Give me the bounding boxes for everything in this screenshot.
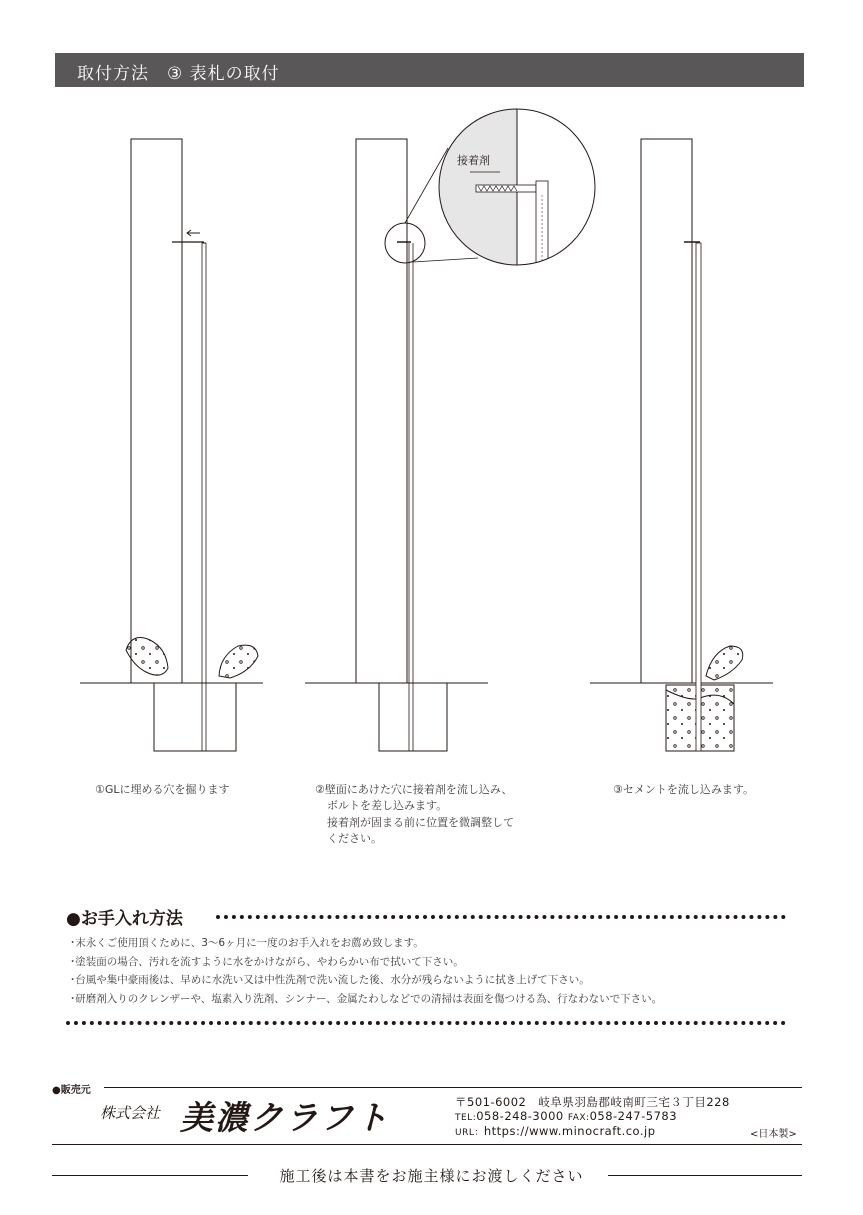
url-line: [455, 1124, 656, 1138]
seller-label: ●販売元: [52, 1085, 91, 1096]
address: 〒501-6002 岐阜県羽島郡岐南町三宅３丁目228: [455, 1095, 730, 1109]
step1-figure: [80, 139, 263, 751]
tel-number: 058-248-3000: [476, 1109, 564, 1123]
step2-caption-line3: 接着剤が固まる前に位置を微調整して: [327, 816, 514, 829]
url-label: URL：: [455, 1128, 484, 1138]
step3-caption: ③セメントを流し込みます。: [613, 783, 754, 796]
care-item: ･台風や集中豪雨後は、早めに水洗い又は中性洗剤で洗い流した後、水分が残らないように拭き上げて下さい。: [70, 974, 590, 986]
divider: [608, 1175, 802, 1176]
care-item: ･塗装面の場合、汚れを流すように水をかけながら、やわらかい布で拭いて下さい。: [70, 956, 464, 968]
section-title: 取付方法 ③ 表札の取付: [77, 64, 280, 84]
footer-notice: 施工後は本書をお施主様にお渡しください: [279, 1167, 584, 1185]
step1-caption: ①GLに埋める穴を掘ります: [95, 783, 230, 796]
divider: [52, 1144, 802, 1145]
step2-caption-line1: ②壁面にあけた穴に接着剤を流し込み、: [315, 783, 513, 796]
divider: [104, 1087, 802, 1088]
divider: [66, 1021, 786, 1025]
care-title: ●お手入れ方法: [66, 909, 183, 929]
made-in-label: <日本製>: [750, 1129, 797, 1140]
divider: [216, 915, 786, 919]
soil-pile-icon: [706, 646, 743, 680]
company-logo: 美濃クラフト: [180, 1098, 390, 1137]
care-item: ･研磨剤入りのクレンザーや、塩素入り洗剤、シンナー、金属たわしなどでの清掃は表面を傷つける為、行なわないで下さい。: [70, 993, 663, 1005]
soil-pile-icon: [219, 645, 258, 678]
fax-number: 058-247-5783: [589, 1109, 678, 1123]
url-link[interactable]: https://www.minocraft.co.jp: [483, 1124, 656, 1138]
step2-caption-line4: ください。: [327, 832, 382, 845]
step2-caption-line2: ボルトを差し込みます。: [327, 799, 448, 812]
company-prefix: 株式会社: [100, 1104, 161, 1122]
fax-label: FAX:: [567, 1113, 590, 1123]
step2-figure: [305, 109, 595, 751]
contact-line: [455, 1109, 677, 1123]
step3-figure: [590, 139, 773, 751]
adhesive-callout: [439, 109, 595, 281]
tel-label: TEL:: [455, 1113, 477, 1123]
care-item: ･末永くご使用頂くために、3～6ヶ月に一度のお手入れをお薦め致します。: [70, 937, 424, 949]
adhesive-label: 接着剤: [457, 154, 490, 167]
